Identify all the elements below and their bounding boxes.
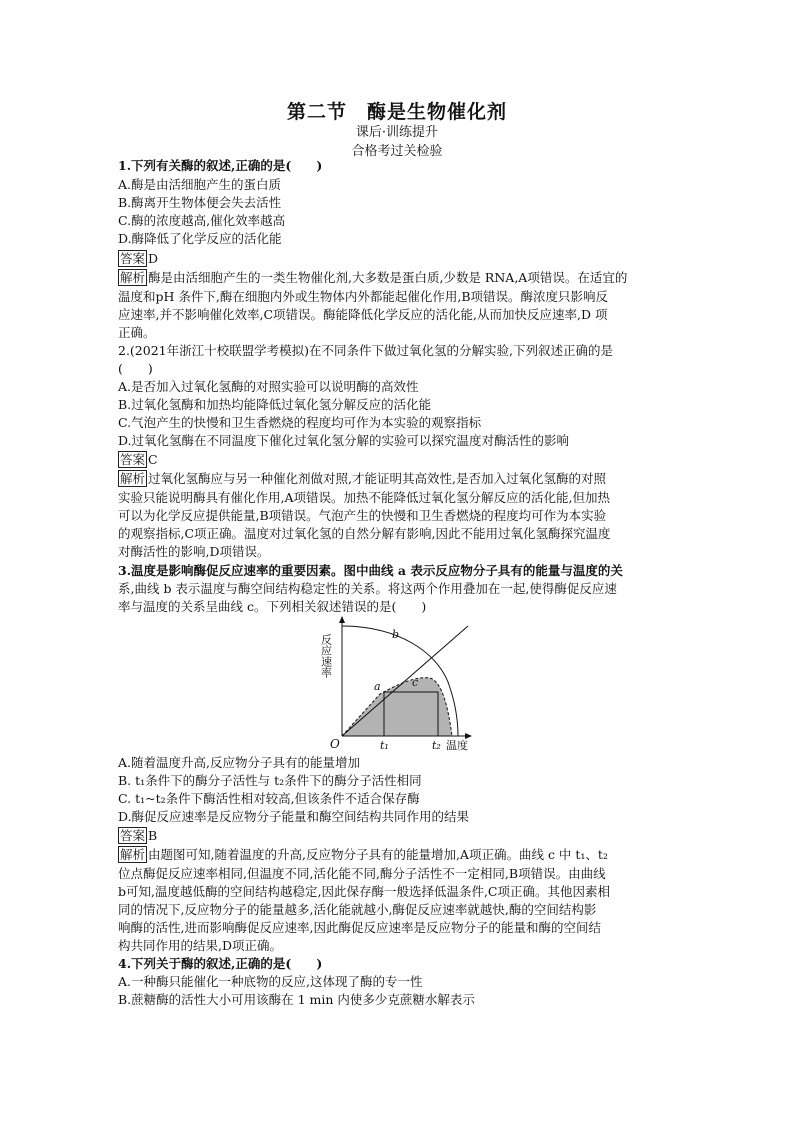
- q4-stem: 4.下列关于酶的叙述,正确的是( ): [118, 956, 323, 971]
- t1-label: t₁: [380, 739, 389, 752]
- analysis-tag: 解析: [120, 471, 146, 486]
- q3-stem: 3.温度是影响酶促反应速率的重要因素。图中曲线 a 表示反应物分子具有的能量与温度的关: [118, 563, 623, 578]
- analysis-tag: 解析: [120, 270, 146, 285]
- q3-explanation-line: 构共同作用的结果,D项正确。: [118, 938, 282, 953]
- page-title: 第二节 酶是生物催化剂: [286, 101, 507, 123]
- q2-stem-paren: ( ): [118, 361, 153, 376]
- x-axis-label: 温度: [446, 739, 468, 752]
- q3-option-b: B. t₁条件下的酶分子活性与 t₂条件下的酶分子活性相同: [118, 773, 422, 788]
- q4-option-b: B.蔗糖酶的活性大小可用该酶在 1 min 内使多少克蔗糖水解表示: [118, 992, 475, 1007]
- q3-stem-line: 系,曲线 b 表示温度与酶空间结构稳定性的关系。将这两个作用叠加在一起,使得酶促反应速: [118, 581, 617, 596]
- q2-option-a: A.是否加入过氧化氢酶的对照实验可以说明酶的高效性: [118, 379, 419, 394]
- q1-option-b: B.酶离开生物体便会失去活性: [118, 195, 282, 210]
- q3-answer: [118, 827, 157, 845]
- q3-answer-value: B: [148, 828, 158, 843]
- q3-stem-line: 率与温度的关系呈曲线 c。下列相关叙述错误的是( ): [118, 599, 427, 614]
- q1-option-a: A.酶是由活细胞产生的蛋白质: [118, 177, 282, 192]
- q1-answer: [118, 250, 158, 268]
- q2-option-d: D.过氧化氢酶在不同温度下催化过氧化氢分解的实验可以探究温度对酶活性的影响: [118, 433, 570, 448]
- q3-explanation-line: [118, 846, 608, 864]
- q2-explanation-line: 对酶活性的影响,D项错误。: [118, 544, 270, 559]
- q2-stem: [118, 342, 613, 360]
- curve-c-shaded-area: [342, 678, 452, 736]
- q2-stem-text: 2.(2021年浙江十校联盟学考模拟)在不同条件下做过氧化氢的分解实验,下列叙述正确的是: [118, 343, 613, 358]
- q1-explanation-line: 应速率,并不影响催化效率,C项错误。酶能降低化学反应的活化能,从而加快反应速率,D 项: [118, 307, 608, 322]
- q1-explanation-line: [118, 269, 627, 287]
- origin-label: O: [330, 737, 340, 751]
- curve-b-label: b: [392, 628, 400, 641]
- y-axis-arrow: [339, 616, 345, 623]
- curve-c-label: c: [412, 676, 419, 689]
- q2-answer: [118, 451, 158, 469]
- q1-explanation-text: 酶是由活细胞产生的一类生物催化剂,大多数是蛋白质,少数是 RNA,A项错误。在适宜的: [148, 270, 628, 285]
- q3-option-a: A.随着温度升高,反应物分子具有的能量增加: [118, 755, 360, 770]
- analysis-tag: 解析: [120, 847, 146, 862]
- q3-explanation-text: 由题图可知,随着温度的升高,反应物分子具有的能量增加,A项正确。曲线 c 中 t₁、t₂: [148, 847, 608, 862]
- q1-answer-value: D: [148, 251, 159, 266]
- answer-tag: 答案: [120, 251, 146, 266]
- t2-label: t₂: [432, 739, 441, 752]
- q4-option-a: A.一种酶只能催化一种底物的反应,这体现了酶的专一性: [118, 974, 423, 989]
- q1-option-d: D.酶降低了化学反应的活化能: [118, 231, 282, 246]
- q2-explanation-text: 过氧化氢酶应与另一种催化剂做对照,才能证明其高效性,是否加入过氧化氢酶的对照: [148, 471, 606, 486]
- q1-stem: 1.下列有关酶的叙述,正确的是( ): [118, 158, 323, 173]
- q3-option-c: C. t₁~t₂条件下酶活性相对较高,但该条件不适合保存酶: [118, 791, 420, 806]
- q2-option-c: C.气泡产生的快慢和卫生香燃烧的程度均可作为本实验的观察指标: [118, 415, 482, 430]
- curve-a-label: a: [374, 680, 381, 693]
- q3-explanation-line: b可知,温度越低酶的空间结构越稳定,因此保存酶一般选择低温条件,C项正确。其他因素相: [118, 884, 610, 899]
- q1-option-c: C.酶的浓度越高,催化效率越高: [118, 213, 286, 228]
- q2-explanation-line: 的观察指标,C项正确。温度对过氧化氢的自然分解有影响,因此不能用过氧化氢酶探究温度: [118, 526, 611, 541]
- q1-explanation-line: 正确。: [118, 325, 156, 340]
- enzyme-rate-figure: [318, 612, 478, 752]
- q3-explanation-line: 响酶的活性,进而影响酶促反应速率,因此酶促反应速率是反应物分子的能量和酶的空间结: [118, 920, 601, 935]
- q2-explanation-line: [118, 470, 606, 488]
- q2-answer-value: C: [148, 452, 158, 467]
- q2-explanation-line: 实验只能说明酶具有催化作用,A项错误。加热不能降低过氧化氢分解反应的活化能,但加热: [118, 490, 610, 505]
- q1-explanation-line: 温度和pH 条件下,酶在细胞内外或生物体内外都能起催化作用,B项错误。酶浓度只影响反: [118, 289, 609, 304]
- q3-option-d: D.酶促反应速率是反应物分子能量和酶空间结构共同作用的结果: [118, 809, 470, 824]
- section-subtitle: 课后·训练提升: [355, 125, 439, 140]
- y-axis-label: 反应速率: [319, 634, 333, 678]
- q2-explanation-line: 可以为化学反应提供能量,B项错误。气泡产生的快慢和卫生香燃烧的程度均可作为本实验: [118, 508, 607, 523]
- answer-tag: 答案: [120, 828, 146, 843]
- q3-explanation-line: 位点酶促反应速率相同,但温度不同,活化能不同,酶分子活性不一定相同,B项错误。由曲线: [118, 866, 606, 881]
- level-subtitle: 合格考过关检验: [351, 144, 443, 159]
- q2-option-b: B.过氧化氢酶和加热均能降低过氧化氢分解反应的活化能: [118, 397, 432, 412]
- answer-tag: 答案: [120, 452, 146, 467]
- q3-explanation-line: 同的情况下,反应物分子的能量越多,活化能就越小,酶促反应速率就越快,酶的空间结构影: [118, 902, 597, 917]
